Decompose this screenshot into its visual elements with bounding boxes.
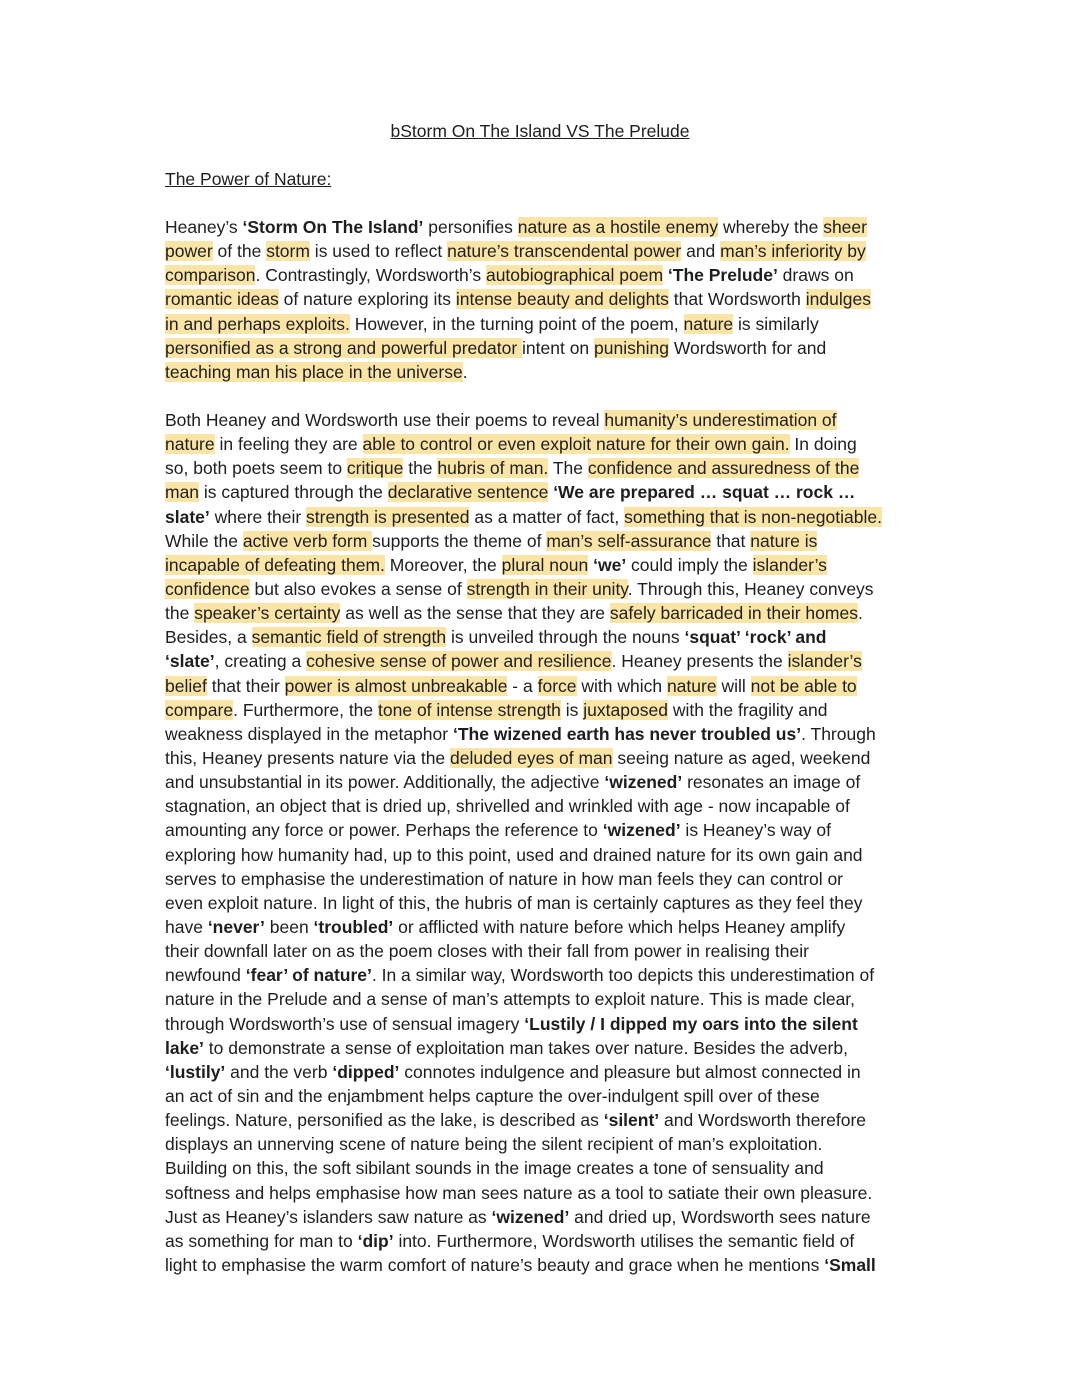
text-run: is used to reflect bbox=[309, 241, 448, 262]
highlighted-text: indulges bbox=[805, 289, 871, 310]
quoted-text: ‘squat’ ‘rock’ and bbox=[684, 627, 827, 648]
text-run: but also evokes a sense of bbox=[249, 578, 467, 599]
text-run: where their bbox=[209, 506, 307, 527]
text-run: exploring how humanity had, up to this point, used and drained nature for its own gain and bbox=[165, 844, 863, 865]
text-run: personifies bbox=[423, 217, 518, 237]
highlighted-text: juxtaposed bbox=[583, 699, 668, 720]
text-line bbox=[165, 963, 945, 987]
text-run: . Through bbox=[801, 723, 876, 744]
text-run: that Wordsworth bbox=[668, 289, 806, 310]
text-run: and dried up, Wordsworth sees nature bbox=[569, 1206, 871, 1227]
highlighted-text: man’s self-assurance bbox=[546, 530, 712, 551]
text-run: an act of sin and the enjambment helps capture the over-indulgent spill over of these bbox=[165, 1085, 820, 1106]
text-run: The bbox=[548, 458, 588, 479]
text-run: newfound bbox=[165, 965, 246, 986]
quoted-text: ‘Lustily / I dipped my oars into the silent bbox=[524, 1013, 858, 1034]
highlighted-text: sheer bbox=[823, 217, 867, 237]
text-line bbox=[165, 698, 945, 722]
text-line bbox=[165, 987, 945, 1011]
text-run: connotes indulgence and pleasure but almost connected in bbox=[399, 1061, 861, 1082]
quoted-text: ‘fear’ of nature’ bbox=[245, 965, 372, 986]
text-run: Heaney’s bbox=[165, 217, 243, 237]
highlighted-text: tone of intense strength bbox=[378, 699, 561, 720]
highlighted-text: man bbox=[165, 482, 200, 503]
highlighted-text: strength is presented bbox=[306, 506, 470, 527]
quoted-text: slate’ bbox=[165, 506, 210, 527]
quoted-text: ‘dipped’ bbox=[332, 1061, 400, 1082]
highlighted-text: cohesive sense of power and resilience bbox=[306, 651, 612, 672]
text-line bbox=[165, 1253, 945, 1277]
text-run: stagnation, an object that is dried up, shrivelled and wrinkled with age - now incapable of bbox=[165, 796, 850, 817]
highlighted-text: humanity’s underestimation of bbox=[604, 410, 837, 430]
quoted-text: ‘dip’ bbox=[357, 1230, 394, 1251]
text-run: is captured through the bbox=[199, 482, 388, 503]
text-run: and bbox=[681, 241, 721, 262]
text-run: will bbox=[716, 675, 751, 696]
text-line bbox=[165, 915, 945, 939]
text-run: of nature exploring its bbox=[278, 289, 456, 310]
highlighted-text: strength in their unity bbox=[466, 578, 628, 599]
text-run: and Wordsworth therefore bbox=[659, 1110, 867, 1131]
highlighted-text: declarative sentence bbox=[387, 482, 549, 503]
text-line bbox=[165, 625, 945, 649]
text-run: could imply the bbox=[626, 554, 753, 575]
text-line bbox=[165, 553, 945, 577]
section-heading: The Power of Nature: bbox=[165, 169, 332, 189]
text-run: into. Furthermore, Wordsworth utilises the semantic field of bbox=[393, 1230, 855, 1251]
text-run: of the bbox=[212, 241, 267, 262]
quoted-text: ‘The wizened earth has never troubled us’ bbox=[452, 723, 802, 744]
highlighted-text: islander’s bbox=[787, 651, 862, 672]
quoted-text: lake’ bbox=[165, 1037, 204, 1058]
text-line bbox=[165, 649, 945, 673]
text-run: is Heaney’s way of bbox=[680, 820, 832, 841]
quoted-text: ‘silent’ bbox=[603, 1110, 660, 1131]
highlighted-text: teaching man his place in the universe bbox=[165, 361, 463, 382]
highlighted-text: incapable of defeating them. bbox=[165, 554, 385, 575]
text-run: have bbox=[165, 916, 208, 937]
text-run: as a matter of fact, bbox=[469, 506, 625, 527]
highlighted-text: active verb form bbox=[242, 530, 373, 551]
text-run: light to emphasise the warm comfort of nature’s beauty and grace when he mentions bbox=[165, 1254, 825, 1275]
text-run: even exploit nature. In light of this, the hubris of man is certainly captures as they feel they bbox=[165, 892, 863, 913]
text-run: weakness displayed in the metaphor bbox=[165, 723, 453, 744]
text-run: . Heaney presents the bbox=[611, 651, 788, 672]
highlighted-text: power is almost unbreakable bbox=[284, 675, 508, 696]
text-run: so, both poets seem to bbox=[165, 458, 347, 479]
highlighted-text: comparison bbox=[165, 265, 256, 286]
text-line bbox=[165, 1205, 945, 1229]
quoted-text: ‘Small bbox=[824, 1254, 876, 1275]
highlighted-text: not be able to bbox=[750, 675, 857, 696]
text-line bbox=[165, 312, 945, 336]
text-run: Besides, a bbox=[165, 627, 252, 648]
text-run: with which bbox=[576, 675, 667, 696]
highlighted-text: nature bbox=[666, 675, 717, 696]
text-line bbox=[165, 601, 945, 625]
text-line bbox=[165, 456, 945, 480]
text-line bbox=[165, 1084, 945, 1108]
text-run: whereby the bbox=[718, 217, 824, 237]
text-run: While the bbox=[165, 530, 243, 551]
text-run: . Contrastingly, Wordsworth’s bbox=[255, 265, 486, 286]
quoted-text: ‘slate’ bbox=[165, 651, 215, 672]
highlighted-text: plural noun bbox=[501, 554, 589, 575]
quoted-text: ‘Storm On The Island’ bbox=[242, 217, 424, 237]
text-run: to demonstrate a sense of exploitation man takes over nature. Besides the adverb, bbox=[203, 1037, 848, 1058]
text-run: is similarly bbox=[733, 313, 819, 334]
highlighted-text: nature is bbox=[750, 530, 818, 551]
highlighted-text: nature bbox=[165, 434, 215, 455]
quoted-text: ‘we’ bbox=[593, 554, 627, 575]
text-run: resonates an image of bbox=[682, 772, 861, 793]
text-line bbox=[165, 1181, 945, 1205]
text-run: draws on bbox=[777, 265, 854, 286]
highlighted-text: semantic field of strength bbox=[251, 627, 447, 648]
text-run: their downfall later on as the poem closes with their fall from power in realising their bbox=[165, 941, 809, 962]
text-run: feelings. Nature, personified as the lake, is described as bbox=[165, 1110, 604, 1131]
text-line bbox=[165, 360, 945, 384]
highlighted-text: punishing bbox=[594, 337, 669, 358]
highlighted-text: deluded eyes of man bbox=[450, 747, 613, 768]
highlighted-text: nature as a hostile enemy bbox=[517, 217, 719, 237]
text-line bbox=[165, 891, 945, 915]
text-run: or afflicted with nature before which helps Heaney amplify bbox=[393, 916, 846, 937]
highlighted-text: confidence and assuredness of the bbox=[587, 458, 860, 479]
text-run: displays an unnerving scene of nature being the silent recipient of man’s exploitation. bbox=[165, 1134, 823, 1155]
highlighted-text: able to control or even exploit nature for their own gain. bbox=[362, 434, 790, 455]
text-line bbox=[165, 674, 945, 698]
highlighted-text: autobiographical poem bbox=[485, 265, 664, 286]
text-run: Moreover, the bbox=[384, 554, 502, 575]
text-line bbox=[165, 1108, 945, 1132]
text-line bbox=[165, 1060, 945, 1084]
highlighted-text: man’s inferiority by bbox=[720, 241, 866, 262]
text-run: and unsubstantial in its power. Additionally, the adjective bbox=[165, 772, 605, 793]
text-run: Building on this, the soft sibilant sounds in the image creates a tone of sensuality and bbox=[165, 1158, 824, 1179]
text-run: supports the theme of bbox=[372, 530, 547, 551]
text-run: intent on bbox=[522, 337, 595, 358]
text-line bbox=[165, 867, 945, 891]
text-run: . In a similar way, Wordsworth too depicts this underestimation of bbox=[371, 965, 875, 986]
text-line bbox=[165, 432, 945, 456]
text-run: with the fragility and bbox=[667, 699, 828, 720]
highlighted-text: romantic ideas bbox=[165, 289, 279, 310]
highlighted-text: storm bbox=[266, 241, 310, 262]
quoted-text: ‘wizened’ bbox=[604, 772, 683, 793]
text-run: . Through this, Heaney conveys bbox=[627, 578, 874, 599]
text-line bbox=[165, 408, 945, 432]
highlighted-text: intense beauty and delights bbox=[455, 289, 669, 310]
paragraph-analysis bbox=[165, 408, 945, 1277]
text-line bbox=[165, 577, 945, 601]
text-run: is unveiled through the nouns bbox=[446, 627, 685, 648]
highlighted-text: force bbox=[537, 675, 577, 696]
highlighted-text: hubris of man. bbox=[437, 458, 549, 479]
text-line bbox=[165, 843, 945, 867]
highlighted-text: nature bbox=[683, 313, 734, 334]
text-run: nature in the Prelude and a sense of man’s attempts to exploit nature. This is made clear, bbox=[165, 989, 856, 1010]
highlighted-text: confidence bbox=[165, 578, 250, 599]
highlighted-text: something that is non-negotiable. bbox=[624, 506, 882, 527]
quoted-text: ‘lustily’ bbox=[165, 1061, 226, 1082]
quoted-text: ‘never’ bbox=[207, 916, 265, 937]
text-run: softness and helps emphasise how man sees nature as a tool to satiate their own pleasure. bbox=[165, 1182, 873, 1203]
text-run: through Wordsworth’s use of sensual imagery bbox=[165, 1013, 525, 1034]
text-run: that their bbox=[206, 675, 285, 696]
text-line bbox=[165, 1229, 945, 1253]
text-run: this, Heaney presents nature via the bbox=[165, 747, 451, 768]
text-run: been bbox=[264, 916, 314, 937]
text-run: serves to emphasise the underestimation of nature in how man feels they can control or bbox=[165, 868, 844, 889]
text-line bbox=[165, 722, 945, 746]
text-run: is bbox=[560, 699, 584, 720]
text-line bbox=[165, 480, 945, 504]
text-line bbox=[165, 818, 945, 842]
text-line bbox=[165, 1036, 945, 1060]
text-run: and the verb bbox=[225, 1061, 333, 1082]
text-line bbox=[165, 505, 945, 529]
text-run: as well as the sense that they are bbox=[340, 603, 610, 624]
text-run: . Furthermore, the bbox=[233, 699, 379, 720]
text-line bbox=[165, 1132, 945, 1156]
quoted-text: ‘troubled’ bbox=[313, 916, 394, 937]
text-line bbox=[165, 287, 945, 311]
text-run: seeing nature as aged, weekend bbox=[612, 747, 871, 768]
text-line bbox=[165, 336, 945, 360]
text-run: Both Heaney and Wordsworth use their poems to reveal bbox=[165, 410, 605, 430]
text-line bbox=[165, 239, 945, 263]
highlighted-text: safely barricaded in their homes bbox=[609, 603, 858, 624]
text-run: . bbox=[857, 603, 863, 624]
text-run: the bbox=[165, 603, 195, 624]
quoted-text: ‘We are prepared … squat … rock … bbox=[553, 482, 856, 503]
text-line bbox=[165, 939, 945, 963]
quoted-text: ‘The Prelude’ bbox=[667, 265, 778, 286]
highlighted-text: personified as a strong and powerful predator bbox=[165, 337, 523, 358]
highlighted-text: nature’s transcendental power bbox=[447, 241, 682, 262]
text-run: amounting any force or power. Perhaps the reference to bbox=[165, 820, 603, 841]
text-line bbox=[165, 770, 945, 794]
text-run: , creating a bbox=[214, 651, 307, 672]
text-run: as something for man to bbox=[165, 1230, 358, 1251]
highlighted-text: compare bbox=[165, 699, 234, 720]
text-run: However, in the turning point of the poem, bbox=[349, 313, 684, 334]
quoted-text: ‘wizened’ bbox=[602, 820, 681, 841]
text-line bbox=[165, 263, 945, 287]
paragraph-intro bbox=[165, 215, 945, 384]
text-run: that bbox=[711, 530, 751, 551]
text-run: - a bbox=[507, 675, 538, 696]
text-run: the bbox=[403, 458, 438, 479]
quoted-text: ‘wizened’ bbox=[491, 1206, 570, 1227]
highlighted-text: islander’s bbox=[752, 554, 827, 575]
text-run: In doing bbox=[789, 434, 857, 455]
text-line bbox=[165, 1012, 945, 1036]
text-line bbox=[165, 529, 945, 553]
text-run: . bbox=[462, 361, 468, 382]
highlighted-text: critique bbox=[346, 458, 404, 479]
text-line bbox=[165, 746, 945, 770]
text-line bbox=[165, 1156, 945, 1180]
text-run: Just as Heaney’s islanders saw nature as bbox=[165, 1206, 492, 1227]
highlighted-text: belief bbox=[165, 675, 207, 696]
highlighted-text: in and perhaps exploits. bbox=[165, 313, 350, 334]
highlighted-text: speaker’s certainty bbox=[194, 603, 341, 624]
text-run: in feeling they are bbox=[214, 434, 363, 455]
document-title: bStorm On The Island VS The Prelude bbox=[390, 121, 690, 141]
highlighted-text: power bbox=[165, 241, 213, 262]
text-line bbox=[165, 794, 945, 818]
text-line bbox=[165, 215, 945, 239]
text-run: Wordsworth for and bbox=[668, 337, 827, 358]
